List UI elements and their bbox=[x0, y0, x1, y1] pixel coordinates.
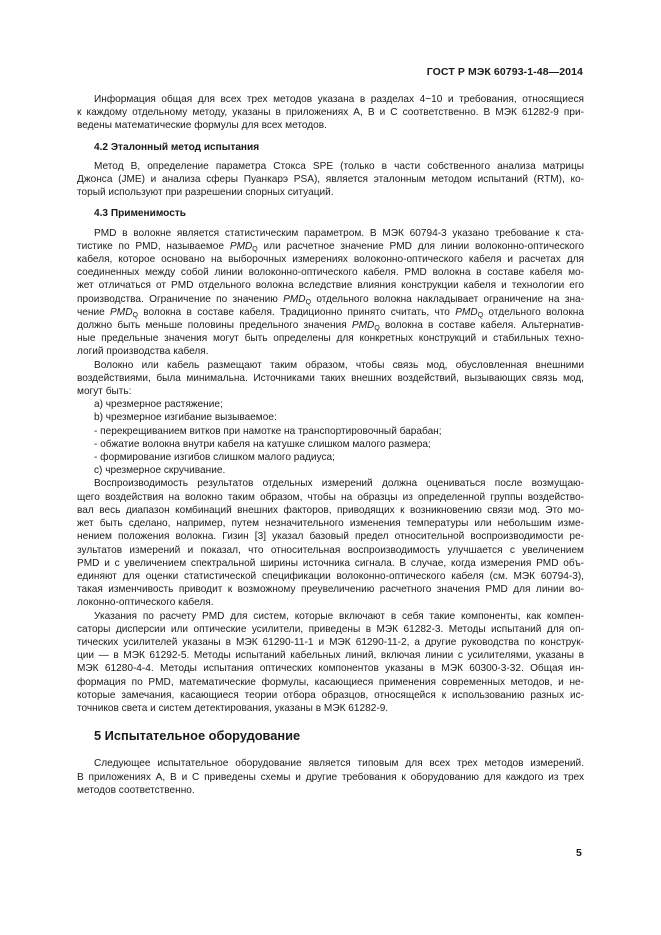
section-4-2-paragraph bbox=[77, 160, 584, 200]
pmd-symbol: PMD bbox=[283, 293, 306, 305]
section-5-paragraph bbox=[77, 757, 584, 797]
pmd-symbol: PMD bbox=[455, 306, 478, 318]
coupling-causes-list bbox=[77, 398, 584, 477]
applicability-paragraph-3 bbox=[77, 477, 584, 609]
text-line bbox=[77, 240, 584, 253]
document-code-header: ГОСТ Р МЭК 60793-1-48—2014 bbox=[426, 66, 583, 78]
text-run: волокна в составе кабеля. Традиционно принято считать, что bbox=[137, 306, 456, 318]
q-subscript: Q bbox=[477, 311, 484, 319]
section-heading-4-2: 4.2 Эталонный метод испытания bbox=[94, 141, 260, 153]
text-line: PMD и с увеличением спектральной ширины источника сигнала. В случае, когда измерения PMD объ- bbox=[77, 557, 584, 569]
text-line: жет отличаться от PMD отдельного волокна вследствие влияния конструкции кабеля и технологии его bbox=[77, 280, 584, 292]
list-item: с) чрезмерное скручивание. bbox=[94, 465, 226, 477]
pmd-symbol: PMD bbox=[110, 306, 133, 318]
text-run: волокна в составе кабеля. Альтернатив- bbox=[379, 320, 584, 332]
pmd-symbol: PMD bbox=[351, 320, 375, 332]
text-line: нением положения волокна. Гизин [3] указал базовый предел относительной воспроизводимости ре- bbox=[77, 531, 584, 543]
text-line: кабеля, которое основано на выборочных измерениях волоконно-оптического кабеля и расчетах для bbox=[77, 254, 584, 266]
section-heading-4-3: 4.3 Применимость bbox=[94, 208, 186, 220]
text-line: Воспроизводимость результатов отдельных измерений должна оцениваться после возмущаю- bbox=[94, 478, 584, 490]
text-line: которые замечания, касающиеся теории отбора образцов, относящейся к использованию разных ис- bbox=[77, 689, 584, 701]
section-heading-5: 5 Испытательное оборудование bbox=[94, 728, 301, 744]
text-line: Джонса (JME) и анализа сферы Пуанкарэ PSA), является эталонным методом испытаний (RTM), ко- bbox=[77, 174, 584, 186]
text-line bbox=[77, 319, 584, 332]
text-line: единяют для оценки статистической спецификации волоконно-оптического кабеля (см. МЭК 60794-3), bbox=[77, 570, 584, 582]
text-line: вал весь диапазон комбинаций внешних факторов, приводящих к возникновению связи мод. Это мо- bbox=[77, 504, 584, 516]
list-item: - формирование изгибов слишком малого радиуса; bbox=[94, 452, 335, 464]
text-line: Метод В, определение параметра Стокса SPE (только в части собственного анализа матрицы bbox=[94, 160, 584, 172]
text-line: ные предельные значения могут быть определены для конкретных конструкций и стабильных техно- bbox=[77, 333, 584, 345]
text-line: формация по PMD, математические формулы, касающиеся применения современных методов, и не- bbox=[77, 676, 584, 688]
text-run: тистике по PMD, называемое bbox=[77, 240, 230, 252]
q-subscript: Q bbox=[252, 245, 258, 253]
applicability-paragraph-1 bbox=[77, 227, 584, 359]
list-item: - обжатие волокна внутри кабеля на катушке слишком малого размера; bbox=[94, 438, 431, 450]
text-line: точников света и систем детектирования, указаны в МЭК 61282-9. bbox=[77, 702, 389, 714]
text-run: отдельного волокна накладывает ограничение на зна- bbox=[311, 293, 585, 305]
q-subscript: Q bbox=[374, 325, 380, 333]
list-item: а) чрезмерное растяжение; bbox=[94, 399, 223, 411]
text-line: В приложениях А, В и С приведены схемы и другие требования к оборудованию для каждого из трех bbox=[77, 771, 584, 783]
text-line: локонно-оптического кабеля. bbox=[77, 597, 214, 609]
list-item: b) чрезмерное изгибание вызываемое: bbox=[94, 412, 277, 424]
page-content bbox=[77, 93, 584, 797]
text-line: Следующее испытательное оборудование является типовым для всех трех методов измерений. bbox=[94, 758, 584, 770]
list-item: - перекрещиванием витков при намотке на транспортировочный барабан; bbox=[94, 425, 442, 437]
text-line: зультатов измерений и показал, что относительная воспроизводимость улучшается с увеличением bbox=[77, 544, 584, 556]
text-run: производства. Ограничение по значению bbox=[77, 293, 284, 305]
text-line: логий производства кабеля. bbox=[77, 346, 209, 358]
page-number: 5 bbox=[576, 847, 582, 859]
text-run: отдельного волокна bbox=[483, 306, 584, 318]
text-line: такая изменчивость приводит к возможному преувеличению расчетного значения PMD для линии во- bbox=[77, 584, 584, 596]
text-line: щего воздействия на волокно таким образом, чтобы на образцы из определенной группы воздейство- bbox=[77, 491, 584, 503]
text-line: Информация общая для всех трех методов указана в разделах 4−10 и требования, относящиеся bbox=[94, 94, 584, 105]
applicability-paragraph-2 bbox=[77, 359, 584, 399]
text-line bbox=[77, 293, 584, 306]
text-line: Указания по расчету PMD для систем, которые включают в себя такие компоненты, как компен- bbox=[94, 610, 584, 622]
text-line: ции — в МЭК 61292-5. Методы испытаний кабельных линий, включая линии с усилителями, указаны в bbox=[77, 650, 584, 662]
q-subscript: Q bbox=[132, 311, 138, 319]
q-subscript: Q bbox=[305, 298, 312, 306]
text-line: к каждому отдельному методу, указаны в приложениях А, В и С соответственно. В МЭК 61282-9 при- bbox=[77, 107, 584, 119]
text-line: тических усилителей указаны в МЭК 61290-11-1 и МЭК 61290-11-2, а другие руководства по конструк- bbox=[77, 636, 584, 648]
text-line: Волокно или кабель размещают таким образом, чтобы связь мод, обусловленная внешними bbox=[94, 359, 584, 371]
text-line: воздействиями, была минимальна. Источниками таких внешних воздействий, вызывающих связь мод, bbox=[77, 372, 584, 384]
text-run: должно быть меньше половины предельного значения bbox=[77, 320, 352, 332]
text-line: могут быть: bbox=[77, 386, 132, 398]
text-line: жет быть сделано, например, путем незначительного изменения температуры или небольшим изме- bbox=[77, 518, 584, 530]
text-run: или расчетное значение PMD для линии волоконно-оптического bbox=[257, 240, 584, 252]
text-line: саторы дисперсии или оптические усилители, приведены в МЭК 61282-3. Методы испытаний для оп- bbox=[77, 623, 584, 635]
pmd-symbol: PMD bbox=[229, 240, 253, 252]
text-line: ведены математические формулы для всех методов. bbox=[77, 120, 327, 132]
text-line: торый используют при разрешении спорных ситуаций. bbox=[77, 187, 334, 199]
intro-paragraph bbox=[77, 93, 584, 133]
text-line: методов соответственно. bbox=[77, 784, 195, 796]
applicability-paragraph-4 bbox=[77, 610, 584, 716]
text-run: чение bbox=[77, 306, 111, 318]
text-line: МЭК 61280-4-4. Методы испытания оптических компонентов указаны в МЭК 60300-3-32. Общая ин- bbox=[77, 663, 584, 675]
text-line bbox=[77, 306, 584, 319]
text-line: PMD в волокне является статистическим параметром. В МЭК 60794-3 указано требование к ста- bbox=[94, 227, 584, 239]
text-line: соединенных между собой линии волоконно-оптического кабеля. PMD волокна в составе кабеля мо- bbox=[77, 267, 584, 279]
